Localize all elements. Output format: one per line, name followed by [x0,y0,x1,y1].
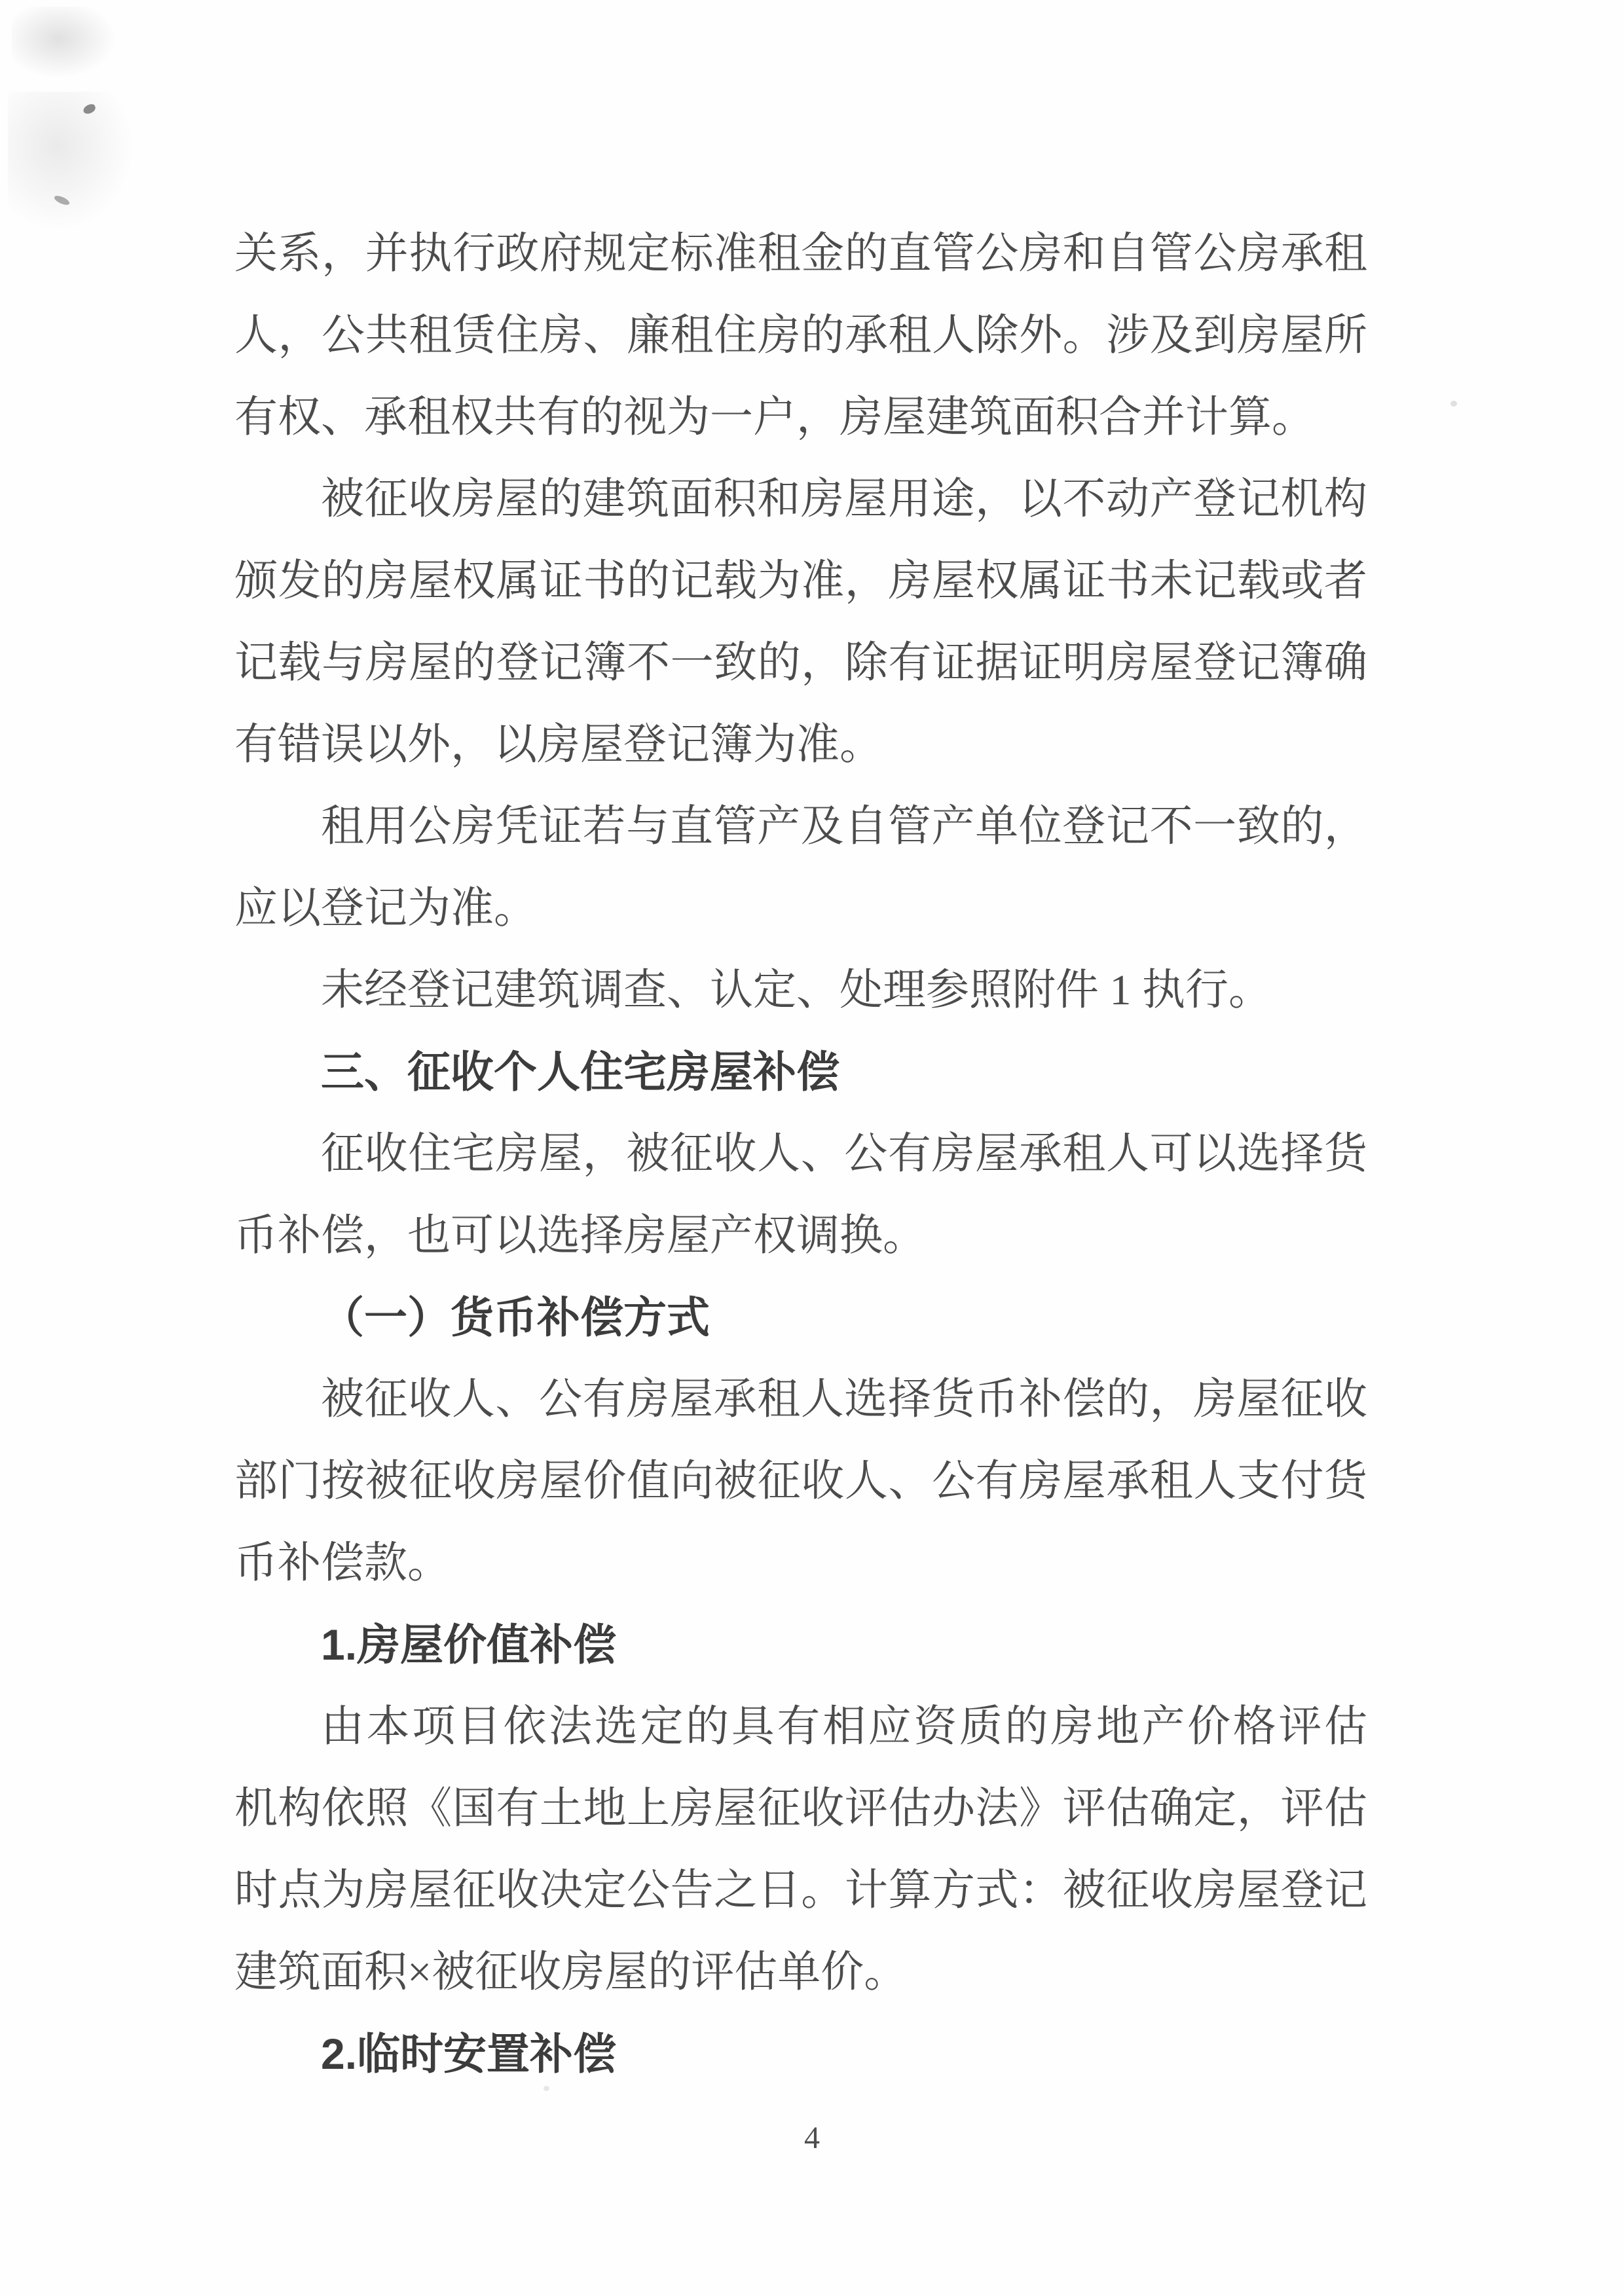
body-line: 币补偿，也可以选择房屋产权调换。 [234,1212,926,1260]
heading-section-3: 三、征收个人住宅房屋补偿 [321,1048,840,1096]
page-number: 4 [804,2121,820,2155]
body-line: 币补偿款。 [234,1539,451,1587]
body-line: 租用公房凭证若与直管产及自管产单位登记不一致的， [321,803,1367,850]
body-line: 记载与房屋的登记簿不一致的，除有证据证明房屋登记簿确 [234,639,1367,687]
scan-smudge [12,7,117,79]
heading-item-1: 1.房屋价值补偿 [321,1620,617,1669]
body-line: 被征收房屋的建筑面积和房屋用途，以不动产登记机构 [321,475,1367,523]
scan-speck [82,103,96,115]
body-line: 有错误以外，以房屋登记簿为准。 [234,721,883,769]
body-line: 未经登记建筑调查、认定、处理参照附件 1 执行。 [321,966,1272,1014]
document-body [234,213,1367,2095]
heading-item-2: 2.临时安置补偿 [321,2030,617,2078]
body-line: 部门按被征收房屋价值向被征收人、公有房屋承租人支付货 [234,1457,1367,1505]
body-line: 关系，并执行政府规定标准租金的直管公房和自管公房承租 [234,230,1367,278]
body-line: 征收住宅房屋，被征收人、公有房屋承租人可以选择货 [321,1130,1367,1178]
heading-subsection-1: （一）货币补偿方式 [321,1293,710,1341]
body-line: 时点为房屋征收决定公告之日。计算方式：被征收房屋登记 [234,1867,1367,1914]
body-line: 由本项目依法选定的具有相应资质的房地产价格评估 [321,1703,1367,1751]
body-line: 建筑面积×被征收房屋的评估单价。 [234,1948,908,1996]
body-line: 人，公共租赁住房、廉租住房的承租人除外。涉及到房屋所 [234,312,1367,359]
scan-speck [53,194,71,206]
body-line: 应以登记为准。 [234,884,537,932]
body-line: 被征收人、公有房屋承租人选择货币补偿的，房屋征收 [321,1376,1367,1423]
body-line: 机构依照《国有土地上房屋征收评估办法》评估确定，评估 [234,1785,1367,1832]
body-line: 有权、承租权共有的视为一户，房屋建筑面积合并计算。 [234,393,1315,441]
body-line: 颁发的房屋权属证书的记载为准，房屋权属证书未记载或者 [234,557,1367,605]
scan-speck [1450,401,1457,407]
scan-smudge [8,92,132,229]
